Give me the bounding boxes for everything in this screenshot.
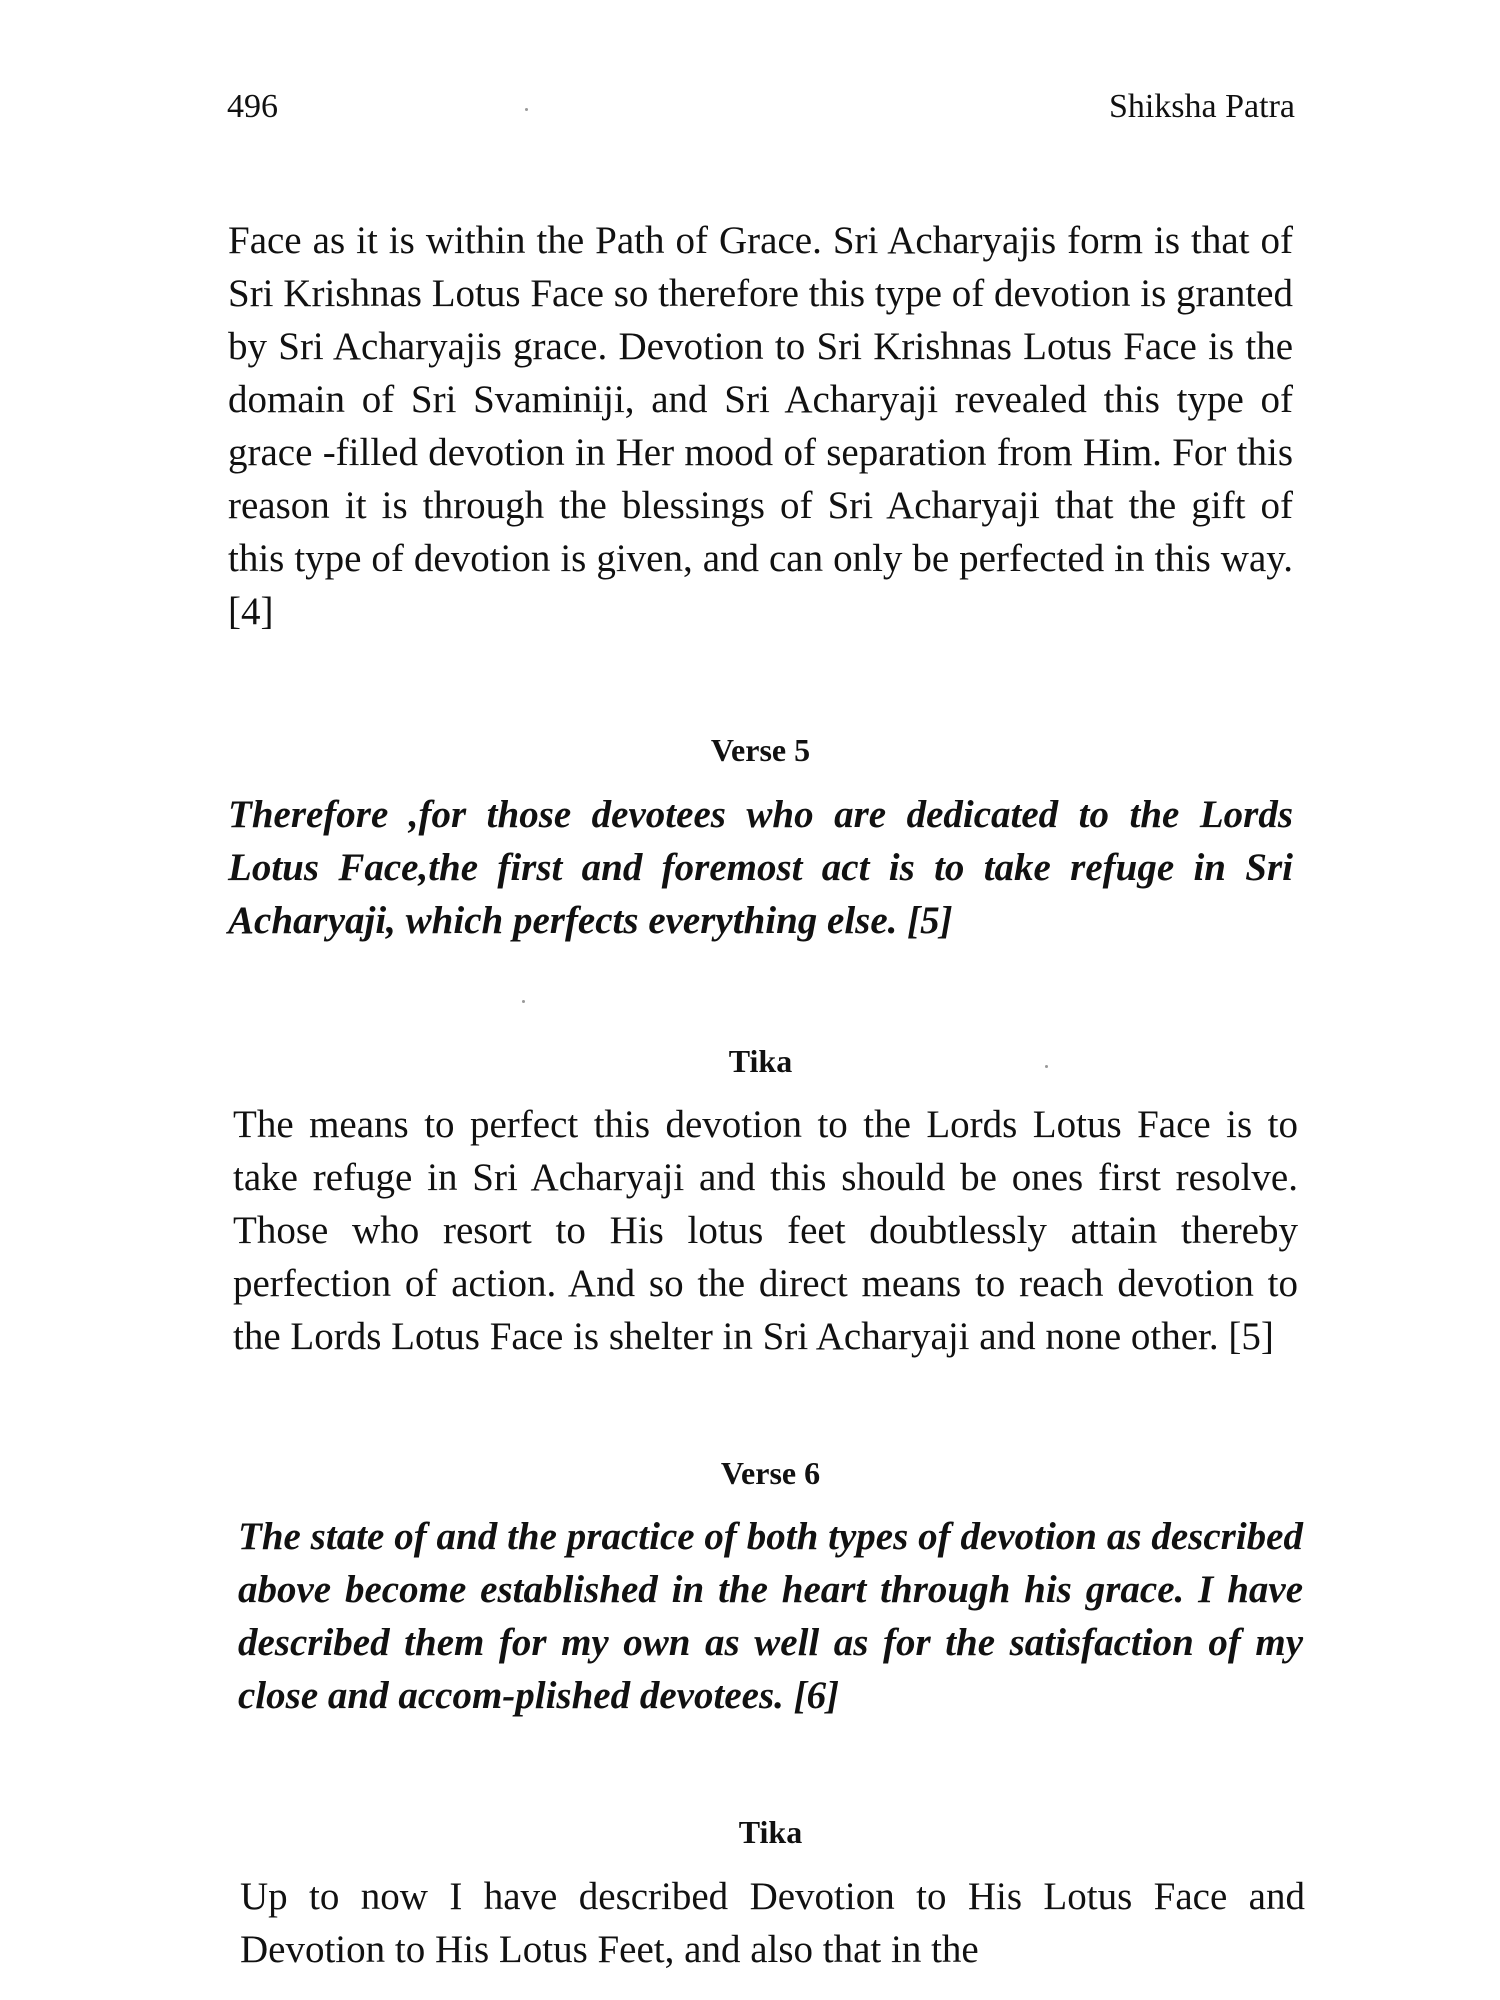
tika-6-heading: Tika [738, 1814, 803, 1850]
running-title: Shiksha Patra [1108, 88, 1295, 125]
verse-5-heading: Verse 5 [710, 732, 811, 768]
paragraph-1: Face as it is within the Path of Grace. Sri Acharyajis form is that of Sri Krishnas Lotus Face so therefore this type of devotion is granted by Sri Acharyajis grace. Devotion to Sri Krishnas Lotus Face is the domain of Sri Svaminiji, and Sri Acharyaji revealed this type of grace -filled devotion in Her mood of separation from Him. For this reason it is through the blessings of Sri Acharyaji that the gift of this type of devotion is given, and can only be perfected in this way. [4] [228, 219, 1293, 633]
tika-6-block [240, 1870, 1305, 1976]
tika-5-text: The means to perfect this devotion to the Lords Lotus Face is to take refuge in Sri Acharyaji and this should be ones first resolve. Those who resort to His lotus feet doubtlessly attain thereby perfection of action. And so the direct means to reach devotion to the Lords Lotus Face is shelter in Sri Acharyaji and none other. [5] [233, 1103, 1298, 1358]
tika-5-block [233, 1098, 1298, 1363]
tika-5-heading: Tika [728, 1043, 793, 1079]
verse-5-block [228, 788, 1293, 947]
scan-speck [1045, 1065, 1048, 1068]
paragraph-block [228, 214, 1293, 638]
scan-speck [522, 1000, 525, 1003]
verse-5-text: Therefore ,for those devotees who are dedicated to the Lords Lotus Face,the first and foremost act is to take refuge in Sri Acharyaji, which perfects everything else. [5] [228, 793, 1293, 942]
scan-speck [525, 108, 528, 111]
verse-6-heading: Verse 6 [720, 1455, 821, 1491]
verse-6-block [238, 1510, 1303, 1722]
page-number: 496 [227, 88, 278, 125]
verse-6-text: The state of and the practice of both types of devotion as described above become established in the heart through his grace. I have described them for my own as well as for the satisfaction of my close and accom-plished devotees. [6] [238, 1515, 1303, 1717]
tika-6-text: Up to now I have described Devotion to His Lotus Face and Devotion to His Lotus Feet, and also that in the [240, 1875, 1305, 1971]
